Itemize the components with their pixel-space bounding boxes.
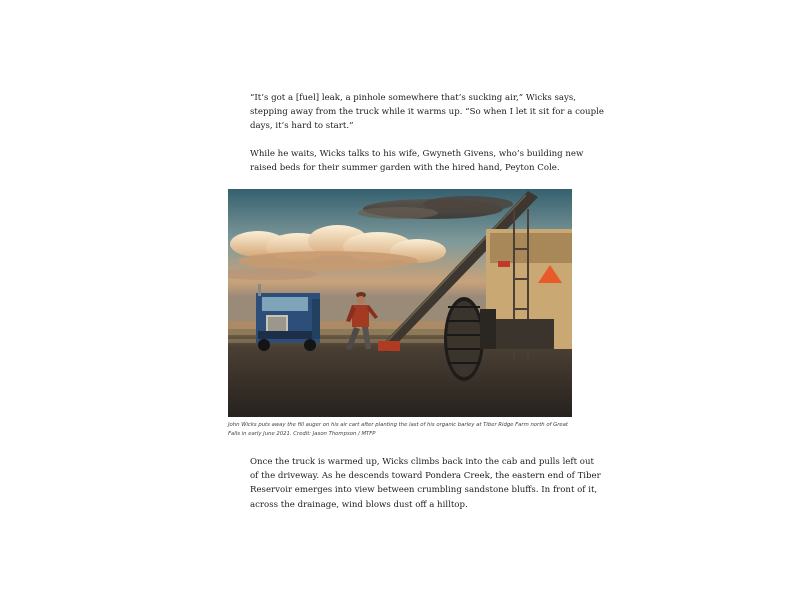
article-photo — [228, 189, 572, 417]
farm-scene-illustration — [228, 189, 572, 417]
text-line: days, it’s hard to start.” — [250, 121, 354, 132]
caption-line: John Wicks puts away the fill auger on his air cart after planting the last of his organic barley at Tiber Ridge Farm north of Great — [228, 422, 568, 428]
paragraph-wife-talk — [250, 147, 584, 175]
paragraph-fuel-leak — [250, 91, 604, 134]
text-line: Reservoir emerges into view between crumbling sandstone bluffs. In front of it, — [250, 485, 598, 496]
caption-line: Falls in early June 2021. Credit: Jason Thompson / MTFP — [228, 430, 376, 437]
air-cart-shape — [486, 209, 572, 359]
text-line: Once the truck is warmed up, Wicks climbs back into the cab and pulls left out — [250, 457, 594, 467]
text-line: “It’s got a [fuel] leak, a pinhole somewhere that’s sucking air,” Wicks says, — [250, 93, 577, 103]
text-line: of the driveway. As he descends toward Pondera Creek, the eastern end of Tiber — [250, 471, 601, 482]
truck-shape — [256, 284, 320, 351]
text-line: While he waits, Wicks talks to his wife, Gwyneth Givens, who’s building new — [250, 149, 584, 159]
paragraph-truck-warmed — [250, 455, 601, 512]
text-line: raised beds for their summer garden with the hired hand, Peyton Cole. — [250, 163, 560, 174]
text-line: stepping away from the truck while it warms up. “So when I let it sit for a couple — [250, 107, 604, 118]
photo-caption — [228, 421, 578, 438]
text-line: across the drainage, wind blows dust off a hilltop. — [250, 499, 468, 510]
